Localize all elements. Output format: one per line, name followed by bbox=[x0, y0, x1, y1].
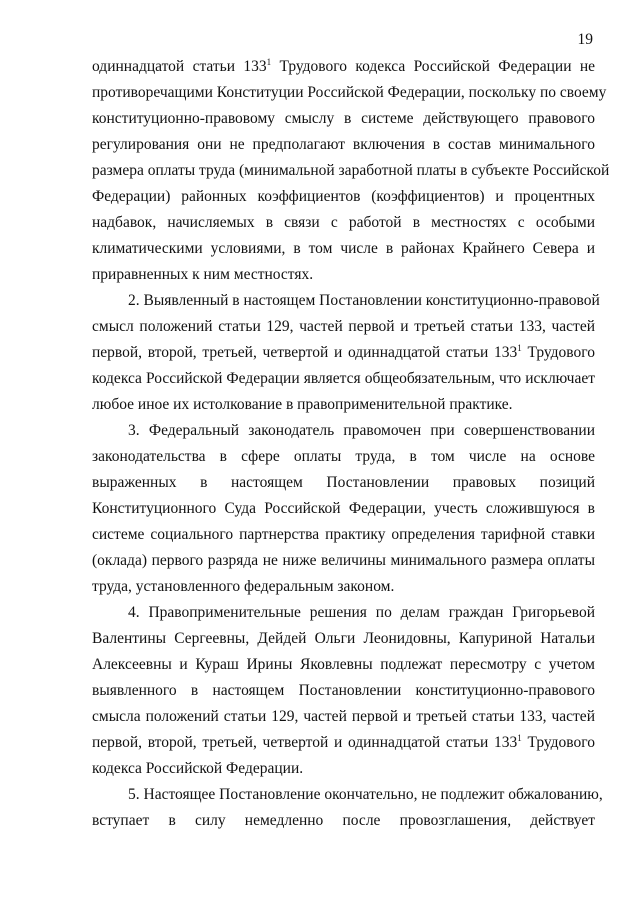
page-number: 19 bbox=[577, 31, 593, 48]
text-line bbox=[92, 236, 595, 262]
text-run: кодекса Российской Федерации является общеобязательным, что исключает bbox=[92, 370, 595, 387]
text-line bbox=[92, 132, 595, 158]
text-run: Конституционного Суда Российской Федерации, учесть сложившуюся в bbox=[92, 500, 595, 517]
superscript-marker: 1 bbox=[266, 57, 272, 67]
text-run: одиннадцатой статьи 133 bbox=[92, 58, 267, 75]
text-run: смысл положений статьи 129, частей первой и третьей статьи 133, частей bbox=[92, 318, 595, 335]
text-run: Трудового кодекса Российской Федерации не bbox=[271, 58, 596, 75]
superscript-marker: 1 bbox=[517, 733, 522, 743]
text-run: размера оплаты труда (минимальной заработной платы в субъекте Российской bbox=[92, 162, 610, 179]
text-line bbox=[92, 782, 603, 808]
text-run: первой, второй, третьей, четвертой и одиннадцатой статьи 133 bbox=[92, 734, 518, 751]
text-run: Трудового bbox=[521, 344, 595, 361]
text-run: конституционно-правовому смыслу в системе действующего правового bbox=[92, 110, 595, 127]
text-run: регулирования они не предполагают включения в состав минимального bbox=[92, 136, 595, 153]
text-line bbox=[92, 288, 600, 314]
text-line bbox=[92, 184, 595, 210]
text-line bbox=[92, 392, 595, 418]
text-line bbox=[92, 600, 595, 626]
text-line bbox=[92, 808, 595, 834]
text-line bbox=[92, 366, 595, 392]
text-run: любое иное их истолкование в правоприменительной практике. bbox=[92, 396, 513, 413]
text-run: Трудового bbox=[521, 734, 595, 751]
text-line bbox=[92, 314, 595, 340]
text-run: климатическими условиями, в том числе в районах Крайнего Севера и bbox=[92, 240, 595, 257]
text-run: законодательства в сфере оплаты труда, в том числе на основе bbox=[92, 448, 595, 465]
text-line bbox=[92, 730, 595, 756]
text-line bbox=[92, 756, 595, 782]
text-run: 2. Выявленный в настоящем Постановлении конституционно-правовой bbox=[128, 292, 600, 309]
text-run: Валентины Сергеевны, Дейдей Ольги Леонидовны, Капуриной Натальи bbox=[92, 630, 595, 647]
text-line bbox=[92, 418, 595, 444]
text-line bbox=[92, 54, 595, 80]
text-line bbox=[92, 80, 607, 106]
text-line bbox=[92, 210, 595, 236]
text-run: 4. Правоприменительные решения по делам граждан Григорьевой bbox=[128, 604, 595, 621]
superscript-marker: 1 bbox=[517, 343, 522, 353]
text-run: кодекса Российской Федерации. bbox=[92, 760, 304, 777]
text-run: Алексеевны и Кураш Ирины Яковлевны подлежат пересмотру с учетом bbox=[92, 656, 595, 673]
text-line bbox=[92, 444, 595, 470]
text-line bbox=[92, 522, 595, 548]
text-run: вступает в силу немедленно после провозглашения, действует bbox=[92, 812, 595, 829]
text-line bbox=[92, 262, 595, 288]
text-run: противоречащими Конституции Российской Федерации, поскольку по своему bbox=[92, 84, 607, 101]
text-run: первой, второй, третьей, четвертой и одиннадцатой статьи 133 bbox=[92, 344, 518, 361]
text-run: надбавок, начисляемых в связи с работой в местностях с особыми bbox=[92, 214, 595, 231]
text-run: Федерации) районных коэффициентов (коэффициентов) и процентных bbox=[92, 188, 595, 205]
text-line bbox=[92, 704, 595, 730]
text-line bbox=[92, 574, 595, 600]
text-run: 3. Федеральный законодатель правомочен при совершенствовании bbox=[128, 422, 595, 439]
text-run: (оклада) первого разряда не ниже величины минимального размера оплаты bbox=[92, 552, 595, 569]
text-line bbox=[92, 496, 595, 522]
text-line bbox=[92, 548, 595, 574]
text-line bbox=[92, 470, 595, 496]
text-run: выявленного в настоящем Постановлении конституционно-правового bbox=[92, 682, 595, 699]
text-line bbox=[92, 340, 595, 366]
text-run: приравненных к ним местностях. bbox=[92, 266, 314, 283]
text-run: труда, установленного федеральным законом. bbox=[92, 578, 395, 595]
text-run: выраженных в настоящем Постановлении правовых позиций bbox=[92, 474, 595, 491]
text-run: системе социального партнерства практику определения тарифной ставки bbox=[92, 526, 595, 543]
text-run: 5. Настоящее Постановление окончательно, не подлежит обжалованию, bbox=[128, 786, 603, 803]
text-line bbox=[92, 626, 595, 652]
document-body bbox=[92, 54, 610, 834]
text-line bbox=[92, 678, 595, 704]
text-run: смысла положений статьи 129, частей первой и третьей статьи 133, частей bbox=[92, 708, 595, 725]
text-line bbox=[92, 106, 595, 132]
text-line bbox=[92, 652, 595, 678]
text-line bbox=[92, 158, 610, 184]
